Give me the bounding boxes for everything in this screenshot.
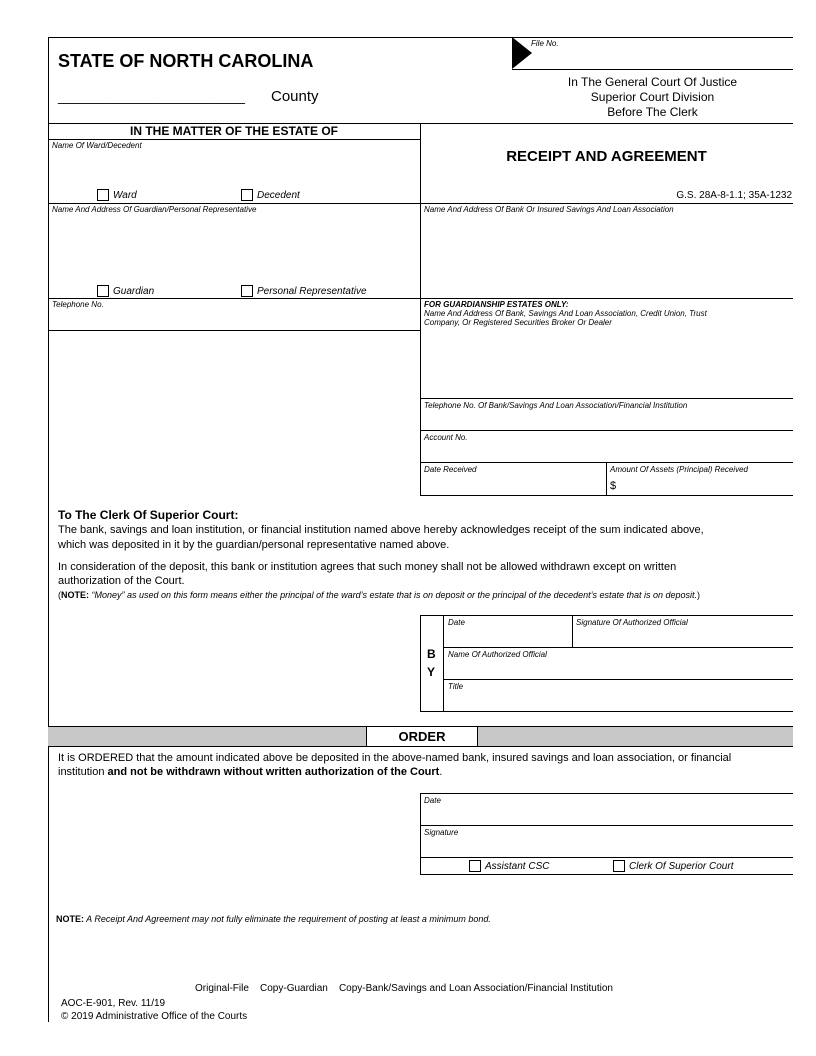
sig-official-field[interactable] <box>573 627 792 646</box>
telephone-field[interactable] <box>49 309 419 329</box>
bond-note-text: A Receipt And Agreement may not fully eliminate the requirement of posting at least a minimum bond. <box>84 914 491 924</box>
ward-checkbox[interactable] <box>97 189 109 201</box>
decedent-checkbox[interactable] <box>241 189 253 201</box>
money-note <box>58 590 700 600</box>
order-text-bold: and not be withdrawn without written authorization of the Court <box>107 766 440 778</box>
county-blank[interactable]: ________________________ <box>58 88 245 104</box>
official-name-field[interactable] <box>444 659 792 678</box>
date-received-field[interactable] <box>421 475 605 494</box>
court-line-1: In The General Court Of Justice <box>567 75 738 89</box>
sig-bottom-line <box>420 711 793 712</box>
clerk-superior-court-label: Clerk Of Superior Court <box>629 861 734 872</box>
decedent-label: Decedent <box>257 190 300 201</box>
sig-official-label: Signature Of Authorized Official <box>576 618 688 627</box>
ward-name-field[interactable] <box>49 150 419 186</box>
order-text-line-1: It is ORDERED that the amount indicated above be deposited in the above-named bank, insured savings and loan association, or financial <box>58 752 732 764</box>
telephone-bottom-line <box>48 330 420 331</box>
institution-field[interactable] <box>421 330 792 396</box>
money-note-text: “Money” as used on this form means either the principal of the ward’s estate that is on deposit or the principal of the decedent’s estate that is on deposit. <box>89 590 698 600</box>
form-title: RECEIPT AND AGREEMENT <box>506 148 707 165</box>
official-name-label: Name Of Authorized Official <box>448 650 547 659</box>
by-letter-y: Y <box>427 665 436 679</box>
date-received-label: Date Received <box>424 465 477 474</box>
assistant-csc-label: Assistant CSC <box>485 861 550 872</box>
order-bottom-line <box>420 874 793 875</box>
ward-label: Ward <box>113 190 137 201</box>
sig-date-field[interactable] <box>444 627 571 646</box>
row-line-3 <box>420 398 793 399</box>
row-line-2 <box>48 298 793 299</box>
date-amount-divider <box>606 462 607 495</box>
account-no-label: Account No. <box>424 433 468 442</box>
guardian-checkbox[interactable] <box>97 285 109 297</box>
statute-reference: G.S. 28A-8-1.1; 35A-1232 <box>676 190 792 201</box>
official-title-field[interactable] <box>444 691 792 710</box>
assistant-csc-checkbox[interactable] <box>469 860 481 872</box>
top-border <box>48 37 512 38</box>
ward-name-label: Name Of Ward/Decedent <box>52 141 142 150</box>
bond-note <box>56 914 491 924</box>
estate-heading: IN THE MATTER OF THE ESTATE OF <box>130 124 338 138</box>
sig-line-3 <box>443 679 793 680</box>
money-note-open: ( <box>58 590 61 600</box>
guardianship-heading: FOR GUARDIANSHIP ESTATES ONLY: <box>424 300 569 309</box>
bond-note-label: NOTE: <box>56 914 84 924</box>
file-no-line <box>512 37 793 38</box>
order-text-end: . <box>439 766 443 778</box>
order-text-line-2 <box>58 765 442 779</box>
copyright: © 2019 Administrative Office of the Courts <box>61 1011 248 1022</box>
middle-divider <box>420 123 421 495</box>
order-date-label: Date <box>424 796 441 805</box>
order-line-3 <box>420 857 793 858</box>
row-line-1 <box>48 203 793 204</box>
clerk-para-1-line-1: The bank, savings and loan institution, or financial institution named above hereby acknowledges receipt of the sum indicated above, <box>58 524 704 536</box>
money-note-close: ) <box>697 590 701 600</box>
clerk-para-1-line-2: which was deposited in it by the guardian/personal representative named above. <box>58 539 450 551</box>
amount-received-field[interactable] <box>620 475 792 494</box>
official-title-label: Title <box>448 682 464 691</box>
order-heading: ORDER <box>398 729 446 744</box>
telephone-label: Telephone No. <box>52 300 104 309</box>
clerk-heading: To The Clerk Of Superior Court: <box>58 508 239 522</box>
order-date-field[interactable] <box>421 805 792 824</box>
sig-top-line <box>420 615 793 616</box>
court-line-2: Superior Court Division <box>590 90 715 104</box>
row-line-4 <box>420 430 793 431</box>
county-label: County <box>271 88 319 105</box>
estate-heading-line <box>48 139 420 140</box>
state-title: STATE OF NORTH CAROLINA <box>58 51 314 71</box>
clerk-para-2-line-1: In consideration of the deposit, this bank or institution agrees that such money shall not be allowed withdrawn except on written <box>58 561 677 573</box>
bank-name-field[interactable] <box>421 214 792 296</box>
amount-received-label: Amount Of Assets (Principal) Received <box>610 465 748 474</box>
sig-line-2 <box>443 647 793 648</box>
guardianship-line-1: Name And Address Of Bank, Savings And Loan Association, Credit Union, Trust <box>424 309 707 318</box>
personal-rep-label: Personal Representative <box>257 286 367 297</box>
clerk-superior-court-checkbox[interactable] <box>613 860 625 872</box>
distribution-line: Original-File Copy-Guardian Copy-Bank/Savings and Loan Association/Financial Institution <box>195 983 613 994</box>
order-signature-field[interactable] <box>421 837 792 856</box>
clerk-para-2-line-2: authorization of the Court. <box>58 575 185 587</box>
order-band-left <box>48 726 366 747</box>
guardian-address-label: Name And Address Of Guardian/Personal Representative <box>52 205 257 214</box>
bank-telephone-field[interactable] <box>421 411 792 429</box>
order-line-2 <box>420 825 793 826</box>
guardianship-line-2: Company, Or Registered Securities Broker Or Dealer <box>424 318 612 327</box>
row-line-6 <box>420 495 793 496</box>
form-number: AOC-E-901, Rev. 11/19 <box>61 998 166 1009</box>
dollar-sign: $ <box>610 480 617 492</box>
sig-left-line <box>420 615 421 711</box>
bank-name-label: Name And Address Of Bank Or Insured Savings And Loan Association <box>424 205 674 214</box>
by-letter-b: B <box>427 647 436 661</box>
order-band-right <box>478 726 793 747</box>
file-no-label: File No. <box>531 39 559 48</box>
personal-rep-checkbox[interactable] <box>241 285 253 297</box>
guardian-address-field[interactable] <box>49 214 419 282</box>
order-signature-label: Signature <box>424 828 459 837</box>
money-note-label: NOTE: <box>61 590 89 600</box>
court-line-3: Before The Clerk <box>607 105 698 119</box>
order-text-plain: institution <box>58 766 108 778</box>
order-top-line <box>420 793 793 794</box>
account-no-field[interactable] <box>421 443 792 461</box>
guardian-label: Guardian <box>113 286 155 297</box>
sig-date-label: Date <box>448 618 465 627</box>
file-no-bottom-line <box>512 69 793 70</box>
bank-telephone-label: Telephone No. Of Bank/Savings And Loan Association/Financial Institution <box>424 401 688 410</box>
